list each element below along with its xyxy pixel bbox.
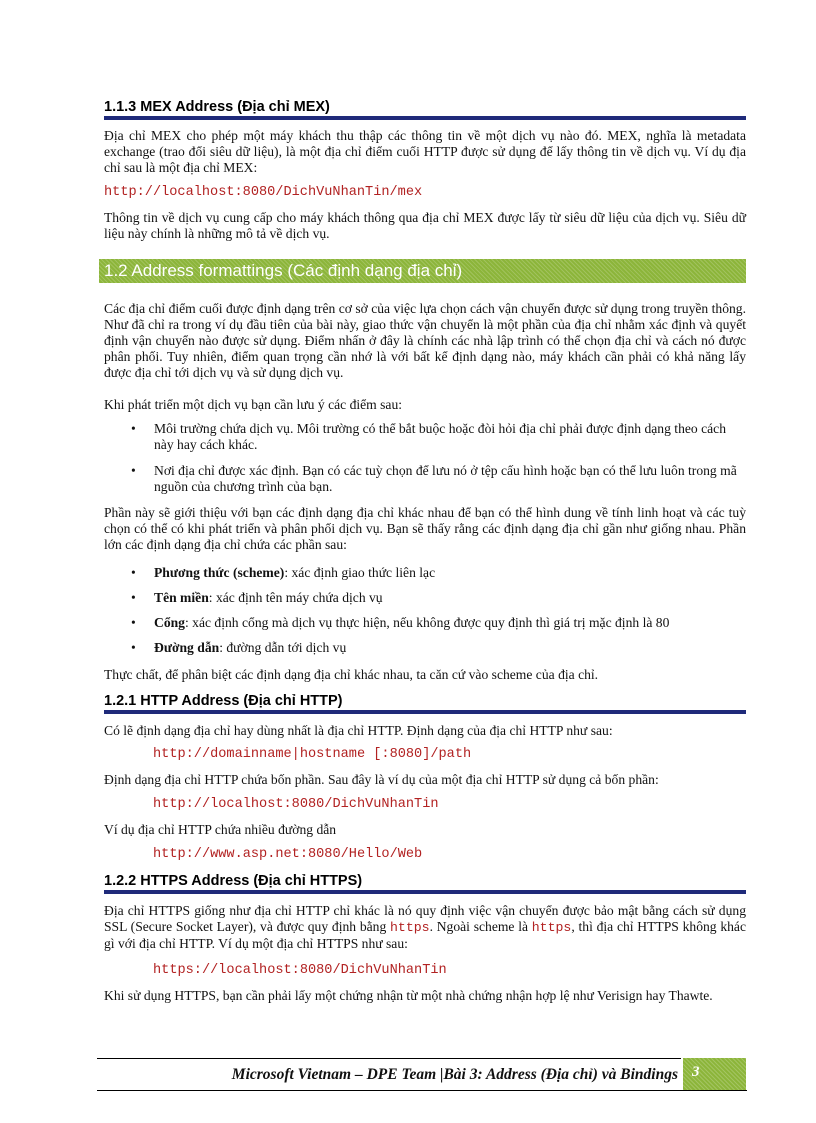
list-item <box>104 590 746 606</box>
https-intro-paragraph <box>104 903 746 952</box>
mex-code-example: http://localhost:8080/DichVuNhanTin/mex <box>104 185 423 200</box>
section-heading-1-2-2 <box>104 868 746 894</box>
dev-notes-paragraph: Khi phát triển một dịch vụ bạn cần lưu ý các điểm sau: <box>104 397 403 412</box>
heading-text: 1.2.2 HTTPS Address (Địa chỉ HTTPS) <box>104 873 363 889</box>
https-example-code: https://localhost:8080/DichVuNhanTin <box>153 963 447 978</box>
inline-code: https <box>531 920 572 935</box>
heading-rule <box>104 890 746 894</box>
list-item-term: Cổng <box>154 615 185 630</box>
text-run: . Ngoài scheme là <box>429 919 532 934</box>
text-run: Địa chỉ HTTPS giống như địa chỉ HTTP chỉ khác là nó quy định việc vận chuyển được bảo mật bằng cách sử dụng SSL (Secure Socket Layer), và được quy định bằng <box>104 903 746 934</box>
http-path-code: http://www.asp.net:8080/Hello/Web <box>153 847 423 862</box>
list-item-text: Môi trường chứa dịch vụ. Môi trường có thể bắt buộc hoặc đòi hỏi địa chỉ phải được định dạng theo cách này hay cách khác. <box>154 421 726 452</box>
mex-intro-paragraph: Địa chỉ MEX cho phép một máy khách thu thập các thông tin về một dịch vụ nào đó. MEX, nghĩa là metadata exchange (trao đổi siêu dữ liệu), là một địa chỉ điểm cuối HTTP được sử dụng để lấy thông tin về dịch vụ. Ví dụ địa chỉ sau là một địa chỉ MEX: <box>104 128 746 175</box>
section-heading-1-1-3 <box>104 94 746 120</box>
bullet-icon: • <box>131 421 136 436</box>
text-run: , thì địa chỉ HTTPS không khác gì với địa chỉ HTTP. Ví dụ một địa chỉ HTTPS như sau: <box>104 919 746 951</box>
bullet-icon: • <box>131 565 136 580</box>
http-parts-paragraph: Định dạng địa chỉ HTTP chứa bốn phần. Sau đây là ví dụ của một địa chỉ HTTP sử dụng cả bốn phần: <box>104 772 659 787</box>
section-heading-1-2 <box>99 259 746 283</box>
bullet-icon: • <box>131 463 136 478</box>
list-item <box>104 565 746 581</box>
list-item <box>104 421 746 453</box>
list-item-desc: : xác định tên máy chứa dịch vụ <box>208 590 383 605</box>
page-number: 3 <box>692 1064 700 1080</box>
bullet-icon: • <box>131 590 136 605</box>
http-intro-paragraph: Có lẽ định dạng địa chỉ hay dùng nhất là địa chỉ HTTP. Định dạng của địa chỉ HTTP như sau: <box>104 723 613 738</box>
section-heading-1-2-1 <box>104 688 746 714</box>
list-item-desc: : xác định cổng mà dịch vụ thực hiện, nếu không được quy định thì giá trị mặc định là 80 <box>184 615 670 630</box>
formatting-intro-paragraph: Các địa chỉ điểm cuối được định dạng trên cơ sở của việc lựa chọn cách vận chuyển được sử dụng trong truyền thông. Như đã chỉ ra trong ví dụ đầu tiên của bài này, giao thức vận chuyển là một phần của địa chỉ nhằm xác định và quyết định vận chuyển nào được sử dụng. Điểm nhấn ở đây là chính các nhà lập trình có thể chọn địa chỉ và cách nó được phân phối. Tuy nhiên, điểm quan trọng cần nhớ là với bất kể định dạng nào, máy khách cần phải có khả năng lấy được địa chỉ tới dịch vụ và sử dụng dịch vụ. <box>104 301 746 380</box>
heading-rule <box>104 710 746 714</box>
heading-rule <box>104 116 746 120</box>
list-item <box>104 463 746 495</box>
http-example-code: http://localhost:8080/DichVuNhanTin <box>153 797 439 812</box>
format-parts-paragraph: Phần này sẽ giới thiệu với bạn các định dạng địa chỉ khác nhau để bạn có thể hình dung về tính linh hoạt và các tuỳ chọn có thể có khi phát triển và phân phối dịch vụ. Bạn sẽ thấy rằng các định dạng địa chỉ gần như giống nhau. Phần lớn các định dạng địa chỉ chứa các phần sau: <box>104 505 746 552</box>
format-parts-list <box>104 565 746 656</box>
footer-rule-top <box>97 1058 681 1059</box>
list-item-term: Đường dẫn <box>154 640 220 655</box>
list-item-text: Nơi địa chỉ được xác định. Bạn có các tuỳ chọn để lưu nó ở tệp cấu hình hoặc bạn có thể lưu luôn trong mã nguồn của chương trình của bạn. <box>154 463 737 494</box>
bullet-icon: • <box>131 615 136 630</box>
heading-text: 1.2 Address formattings (Các định dạng địa chỉ) <box>104 261 463 280</box>
list-item-desc: : đường dẫn tới dịch vụ <box>219 640 347 655</box>
http-format-code: http://domainname|hostname [:8080]/path <box>153 747 472 762</box>
footer-rule-bottom <box>97 1090 747 1091</box>
https-certificate-paragraph: Khi sử dụng HTTPS, bạn cần phải lấy một chứng nhận từ một nhà chứng nhận hợp lệ như Verisign hay Thawte. <box>104 988 713 1003</box>
list-item-desc: : xác định giao thức liên lạc <box>284 565 436 580</box>
mex-detail-paragraph: Thông tin về dịch vụ cung cấp cho máy khách thông qua địa chỉ MEX được lấy từ siêu dữ liệu của dịch vụ. Siêu dữ liệu này chính là những mô tả về dịch vụ. <box>104 210 746 241</box>
scheme-summary-paragraph: Thực chất, để phân biệt các định dạng địa chỉ khác nhau, ta căn cứ vào scheme của địa chỉ. <box>104 667 599 682</box>
heading-text: 1.1.3 MEX Address (Địa chỉ MEX) <box>104 99 330 115</box>
list-item-term: Tên miền <box>154 590 209 605</box>
list-item-term: Phương thức (scheme) <box>154 565 285 580</box>
list-item <box>104 640 746 656</box>
bullet-icon: • <box>131 640 136 655</box>
page-number-box <box>683 1058 746 1090</box>
list-item <box>104 615 746 631</box>
footer-title: Microsoft Vietnam – DPE Team |Bài 3: Address (Địa chỉ) và Bindings <box>231 1066 678 1083</box>
heading-text: 1.2.1 HTTP Address (Địa chỉ HTTP) <box>104 693 343 709</box>
dev-notes-list <box>104 421 746 495</box>
inline-code: https <box>390 920 430 935</box>
http-path-paragraph: Ví dụ địa chỉ HTTP chứa nhiều đường dẫn <box>104 822 337 837</box>
